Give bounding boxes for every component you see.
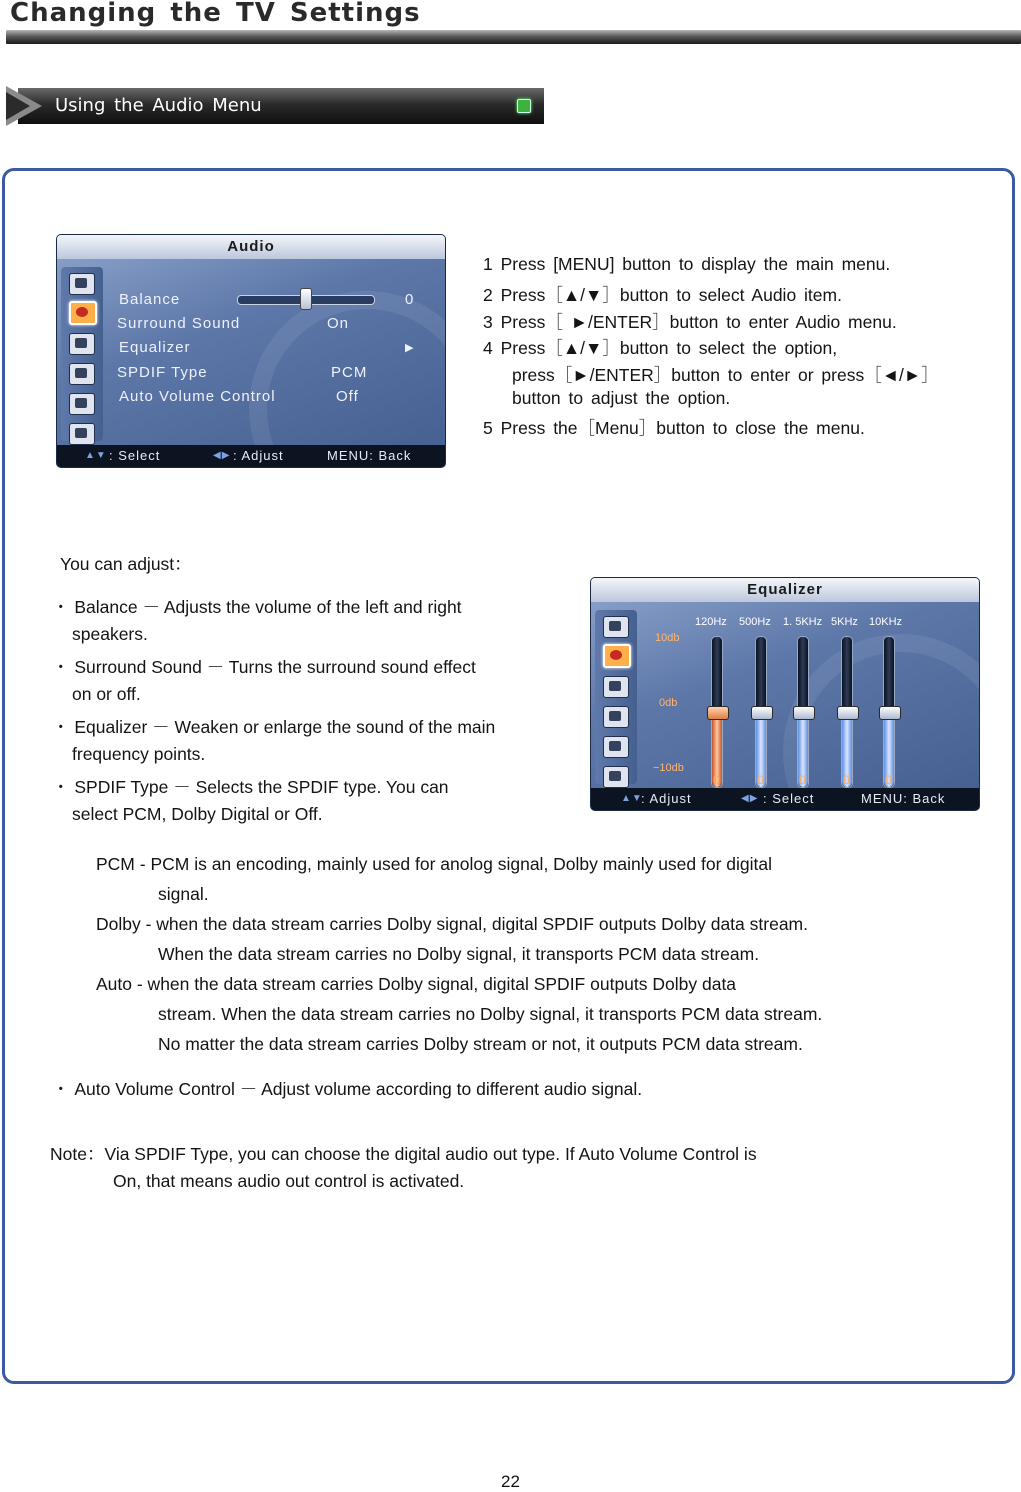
auto-volume-control-label: Auto Volume Control [119,388,276,405]
eq-band-freq-label: 1. 5KHz [783,616,823,628]
step-5: 5 Press the［Menu］button to close the menu. [483,418,865,438]
channel-menu-icon [603,766,629,788]
surround-sound-value: On [327,315,350,332]
eq-band-value: 0 [843,773,850,787]
note-pcm-cont: signal. [158,884,209,904]
step-1: 1 Press [MENU] button to display the main menu. [483,254,891,274]
note-line-2: On, that means audio out control is activated. [113,1171,465,1191]
up-down-arrows-icon: ▲▼ [85,450,107,461]
step-3: 3 Press［ ►/ENTER］button to enter Audio menu. [483,312,897,332]
audio-menu-screenshot [56,234,446,468]
bullet-surround: ・ Surround Sound － Turns the surround sound effect [52,657,476,677]
note-auto: Auto - when the data stream carries Dolby signal, digital SPDIF outputs Dolby data [96,974,737,994]
spdif-type-label: SPDIF Type [117,364,208,381]
page-number: 22 [501,1472,520,1491]
equalizer-menu-title: Equalizer [591,578,979,602]
note-dolby-cont: When the data stream carries no Dolby signal, it transports PCM data stream. [158,944,760,964]
db-mid-label: 0db [659,697,678,709]
pc-menu-icon [603,736,629,758]
note-auto-cont-1: stream. When the data stream carries no Dolby signal, it transports PCM data stream. [158,1004,823,1024]
channel-menu-icon [69,423,95,445]
balance-label: Balance [119,291,181,308]
eq-band-freq-label: 500Hz [739,616,771,628]
db-top-label: 10db [655,632,680,644]
eq-band-freq-label: 5KHz [831,616,858,628]
audio-menu-icon [69,301,97,325]
adjust-intro: You can adjust： [60,554,192,574]
footer-select-hint: : Select [109,448,161,463]
footer-back-hint: MENU: Back [861,791,946,806]
note-auto-cont-2: No matter the data stream carries Dolby stream or not, it outputs PCM data stream. [158,1034,803,1054]
auto-volume-control-value: Off [336,388,359,405]
eq-band-thumb [837,706,859,720]
setup-menu-icon [603,676,629,698]
pc-menu-icon [69,393,95,415]
eq-band-value: 0 [885,773,892,787]
step-4: 4 Press［▲/▼］button to select the option, [483,338,838,358]
eq-band-value: 0 [799,773,806,787]
footer-adjust-hint: : Adjust [233,448,284,463]
balance-slider-thumb [300,288,312,310]
eq-band-slider [711,636,723,788]
lock-menu-icon [603,706,629,728]
left-right-arrows-icon: ◀▶ [741,793,759,804]
menu-sidebar [61,267,103,441]
led-indicator-icon [517,99,531,113]
balance-value: 0 [405,291,415,308]
eq-band-value: 0 [713,773,720,787]
bullet-spdif-cont: select PCM, Dolby Digital or Off. [72,804,323,824]
picture-menu-icon [69,273,95,295]
bullet-surround-cont: on or off. [72,684,141,704]
menu-sidebar [595,610,637,784]
note-line-1: Note：Via SPDIF Type, you can choose the digital audio out type. If Auto Volume Control is [50,1144,757,1164]
footer-adjust-hint: : Adjust [641,791,692,806]
footer-back-hint: MENU: Back [327,448,412,463]
eq-band-slider [797,636,809,788]
picture-menu-icon [603,616,629,638]
eq-band-value: 0 [757,773,764,787]
db-bottom-label: −10db [653,762,684,774]
step-4-cont-2: button to adjust the option. [512,388,731,408]
eq-band-freq-label: 10KHz [869,616,903,628]
swirl-decoration [783,634,980,811]
eq-band-slider [883,636,895,788]
eq-band-freq-label: 120Hz [695,616,727,628]
spdif-type-value: PCM [331,364,368,381]
equalizer-menu-footer [591,788,979,810]
equalizer-menu-screenshot [590,577,980,811]
eq-band-slider [755,636,767,788]
section-arrow-inner-icon [6,92,30,120]
page-title: Changing the TV Settings [10,0,421,28]
audio-menu-footer [57,445,445,467]
eq-band-slider [841,636,853,788]
footer-select-hint: : Select [763,791,815,806]
note-dolby: Dolby - when the data stream carries Dolby signal, digital SPDIF outputs Dolby data stream. [96,914,808,934]
title-divider [6,30,1021,44]
chevron-right-icon: ▶ [405,342,415,354]
surround-sound-label: Surround Sound [117,315,241,332]
section-title: Using the Audio Menu [55,95,262,116]
eq-band-thumb [751,706,773,720]
step-2: 2 Press［▲/▼］button to select Audio item. [483,285,842,305]
up-down-arrows-icon: ▲▼ [621,793,643,804]
bullet-balance: ・ Balance － Adjusts the volume of the left and right [52,597,462,617]
lock-menu-icon [69,363,95,385]
left-right-arrows-icon: ◀▶ [213,450,231,461]
audio-menu-title: Audio [57,235,445,259]
equalizer-label: Equalizer [119,339,191,356]
note-pcm: PCM - PCM is an encoding, mainly used for anolog signal, Dolby mainly used for digital [96,854,773,874]
bullet-equalizer: ・ Equalizer － Weaken or enlarge the sound of the main [52,717,496,737]
eq-band-thumb [793,706,815,720]
eq-band-thumb [707,706,729,720]
step-4-cont-1: press［►/ENTER］button to enter or press［◄/►］ [512,365,939,385]
bullet-spdif: ・ SPDIF Type － Selects the SPDIF type. You can [52,777,449,797]
setup-menu-icon [69,333,95,355]
bullet-equalizer-cont: frequency points. [72,744,206,764]
eq-band-thumb [879,706,901,720]
audio-menu-icon [603,644,631,668]
bullet-auto-volume-control: ・ Auto Volume Control － Adjust volume according to different audio signal. [52,1079,643,1099]
bullet-balance-cont: speakers. [72,624,148,644]
